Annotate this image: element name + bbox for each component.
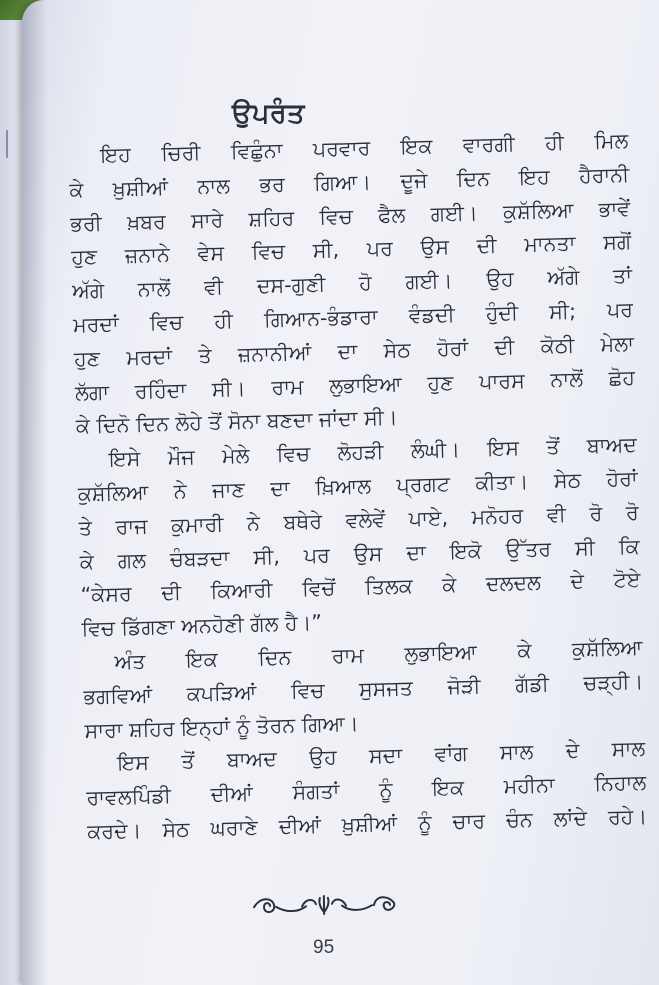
text-line: ਇਹ ਚਿਰੀ ਵਿਛੁੰਨਾ ਪਰਵਾਰ ਇਕ ਵਾਰਗੀ ਹੀ ਮਿਲ xyxy=(100,128,629,168)
text-line: ਹੁਣ ਮਰਦਾਂ ਤੇ ਜ਼ਨਾਨੀਆਂ ਦਾ ਸੇਠ ਹੋਰਾਂ ਦੀ ਕੋਠੀ ਮੇਲਾ xyxy=(73,331,635,371)
text-line: ਇਸ ਤੋਂ ਬਾਅਦ ਉਹ ਸਦਾ ਵਾਂਗ ਸਾਲ ਦੇ ਸਾਲ xyxy=(117,736,646,776)
text-line: ਕਰਦੇ। ਸੇਠ ਘਰਾਣੇ ਦੀਆਂ ਖ਼ੁਸ਼ੀਆਂ ਨੂੰ ਚਾਰ ਚੰਨ ਲਾਂਦੇ ਰਹੇ। xyxy=(86,804,648,844)
page-edge-mark xyxy=(6,130,18,158)
text-line: ਇਸੇ ਮੌਜ ਮੇਲੇ ਵਿਚ ਲੋਹੜੀ ਲੰਘੀ। ਇਸ ਤੋਂ ਬਾਅਦ xyxy=(108,432,638,472)
text-line: “ਕੇਸਰ ਦੀ ਕਿਆਰੀ ਵਿਚੋਂ ਤਿਲਕ ਕੇ ਦਲਦਲ ਦੇ ਟੋਏ xyxy=(80,567,641,608)
text-line: ਅੱਗੇ ਨਾਲੋਂ ਵੀ ਦਸ-ਗੁਣੀ ਹੋ ਗਈ। ਉਹ ਅੱਗੇ ਤਾਂ xyxy=(71,263,633,304)
text-line: ਕੇ ਖ਼ੁਸ਼ੀਆਂ ਨਾਲ ਭਰ ਗਿਆ। ਦੂਜੇ ਦਿਨ ਇਹ ਹੈਰਾਨੀ xyxy=(69,162,630,202)
spine-shadow xyxy=(22,0,48,985)
chapter-title: ਉਪਰੰਤ xyxy=(232,98,305,129)
text-line: ਮਰਦਾਂ ਵਿਚ ਹੀ ਗਿਆਨ-ਭੰਡਾਰਾ ਵੰਡਦੀ ਹੁੰਦੀ ਸੀ; ਪਰ xyxy=(72,297,634,337)
book-page xyxy=(22,0,659,985)
body-text xyxy=(68,124,648,849)
text-line: ਕੁਸ਼ੱਲਿਆ ਨੇ ਜਾਣ ਦਾ ਖ਼ਿਆਲ ਪ੍ਰਗਟ ਕੀਤਾ। ਸੇਠ ਹੋਰਾਂ xyxy=(77,466,639,506)
text-line: ਭਰੀ ਖ਼ਬਰ ਸਾਰੇ ਸ਼ਹਿਰ ਵਿਚ ਫੈਲ ਗਈ। ਕੁਸ਼ੱਲਿਆ ਭਾਵੇਂ xyxy=(69,195,631,236)
page-number: 95 xyxy=(313,937,335,958)
text-line: ਕੇ ਗਲ ਚੰਬੜਦਾ ਸੀ, ਪਰ ਉਸ ਦਾ ਇਕੋ ਉੱਤਰ ਸੀ ਕਿ xyxy=(79,533,640,574)
text-line: ਸਾਰਾ ਸ਼ਹਿਰ ਇਨ੍ਹਾਂ ਨੂੰ ਤੋਰਨ ਗਿਆ। xyxy=(84,710,359,743)
text-line: ਹੁਣ ਜ਼ਨਾਨੇ ਵੇਸ ਵਿਚ ਸੀ, ਪਰ ਉਸ ਦੀ ਮਾਨਤਾ ਸਗੋਂ xyxy=(70,229,632,270)
text-line: ਵਿਚ ਡਿੱਗਣਾ ਅਨਹੋਣੀ ਗੱਲ ਹੈ।” xyxy=(81,610,323,641)
text-line: ਭਗਵਿਆਂ ਕਪੜਿਆਂ ਵਿਚ ਸੁਸਜਤ ਜੋੜੀ ਗੱਡੀ ਚੜ੍ਹੀ। xyxy=(83,668,644,709)
decorative-swirl-icon xyxy=(250,891,398,920)
text-line: ਕੇ ਦਿਨੋ ਦਿਨ ਲੋਹੇ ਤੋਂ ਸੋਨਾ ਬਣਦਾ ਜਾਂਦਾ ਸੀ। xyxy=(75,405,399,439)
text-line: ਲੱਗਾ ਰਹਿੰਦਾ ਸੀ। ਰਾਮ ਲੁਭਾਇਆ ਹੁਣ ਪਾਰਸ ਨਾਲੋਂ ਛੋਹ xyxy=(74,364,636,405)
text-line: ਅੰਤ ਇਕ ਦਿਨ ਰਾਮ ਲੁਭਾਇਆ ਕੇ ਕੁਸ਼ੱਲਿਆ xyxy=(114,635,643,674)
text-line: ਰਾਵਲਪਿੰਡੀ ਦੀਆਂ ਸੰਗਤਾਂ ਨੂੰ ਇਕ ਮਹੀਨਾ ਨਿਹਾਲ xyxy=(86,770,647,810)
text-line: ਤੇ ਰਾਜ ਕੁਮਾਰੀ ਨੇ ਬਥੇਰੇ ਵਲੇਵੇਂ ਪਾਏ, ਮਨੋਹਰ ਵੀ ਰੋ ਰੋ xyxy=(78,499,639,540)
